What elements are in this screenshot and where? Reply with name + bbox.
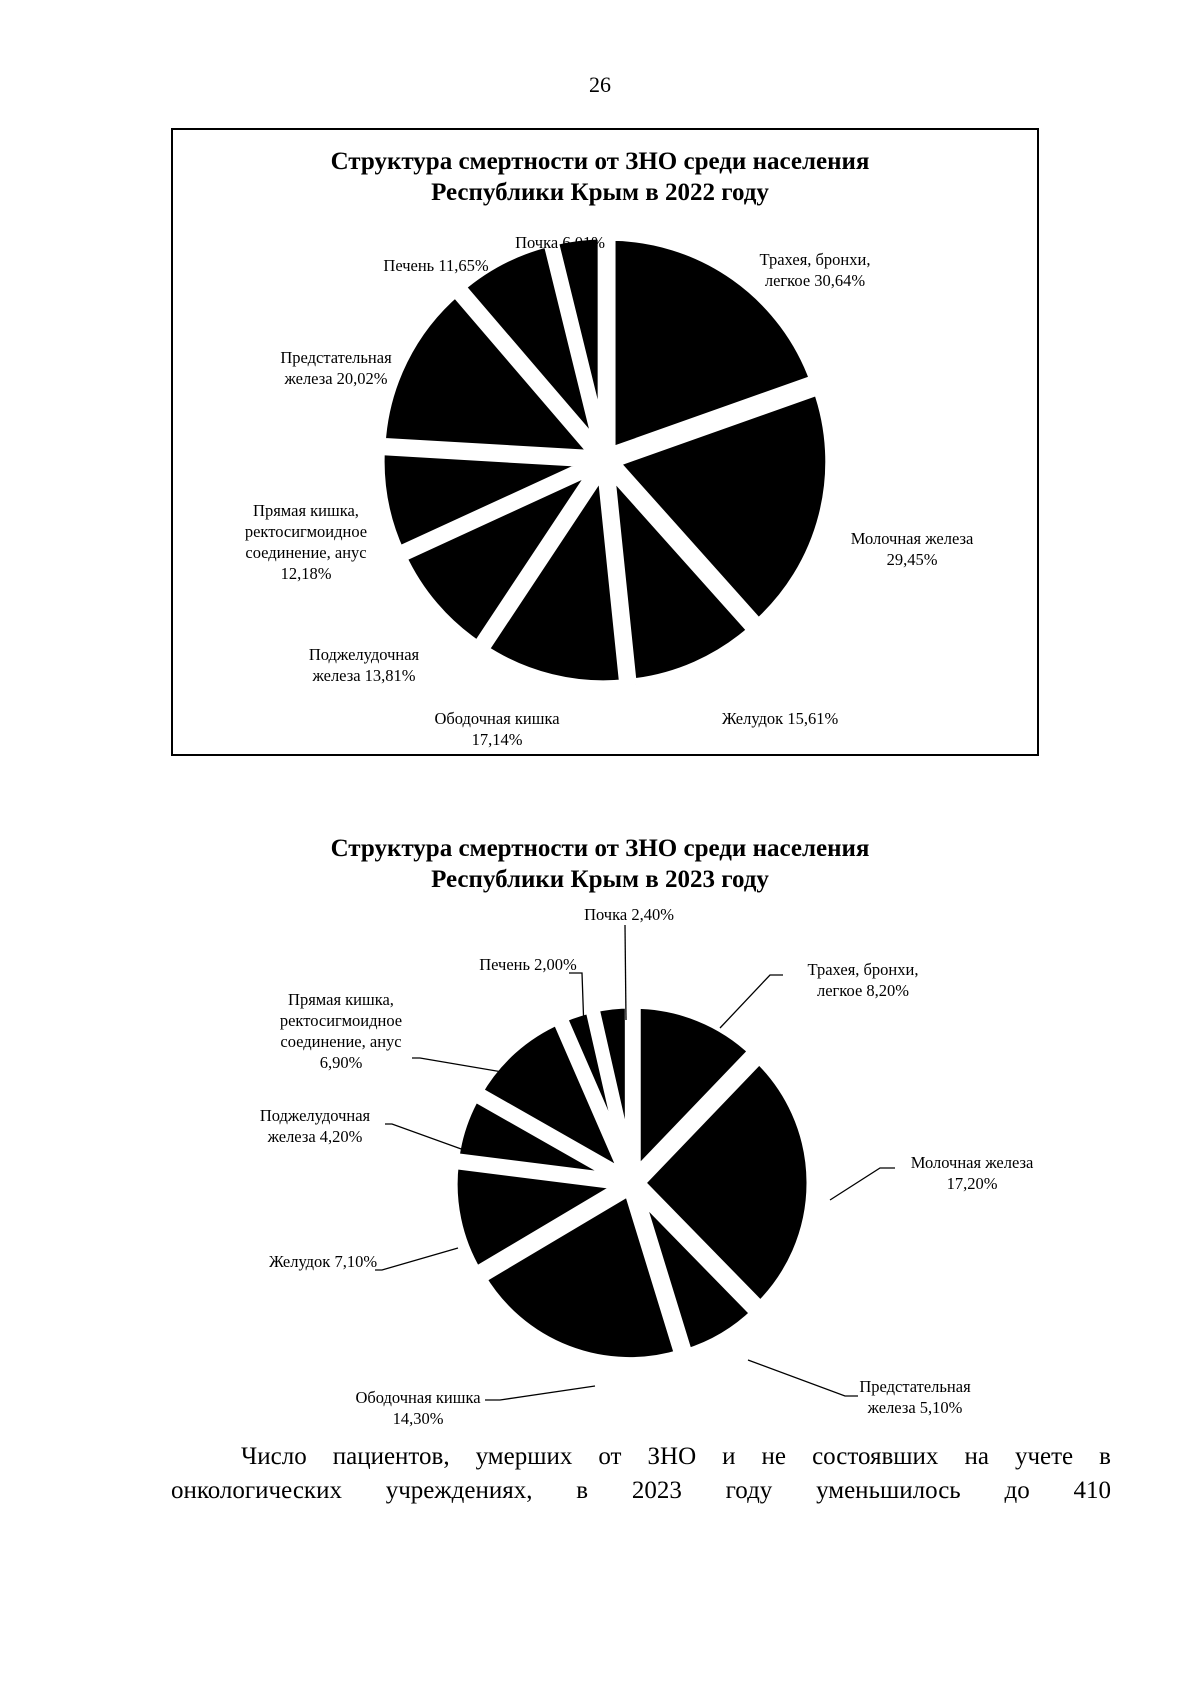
data-label-line: Ободочная кишка [355, 1388, 481, 1407]
leader-line [485, 1386, 595, 1400]
data-label-line: Молочная железа [910, 1153, 1034, 1172]
data-label-line: Молочная железа [850, 529, 974, 548]
data-label-line: Ободочная кишка [434, 709, 560, 728]
data-label-line: 14,30% [392, 1409, 444, 1428]
leader-line [375, 1248, 458, 1270]
data-label-молочная-железа [830, 1153, 1034, 1200]
paragraph-line-1: Число пациентов, умерших от ЗНО и не состоявших на учете в [241, 1443, 1111, 1470]
data-label-line: Желудок 7,10% [268, 1252, 378, 1271]
chart-2022-title-line-1: Структура смертности от ЗНО среди населения [330, 148, 870, 175]
data-label-line: Прямая кишка, [253, 501, 359, 520]
data-label-поджелудочная-железа [260, 1106, 464, 1150]
data-label-line: соединение, анус [245, 543, 367, 562]
data-label-line: 17,20% [946, 1174, 998, 1193]
leader-line [830, 1168, 895, 1200]
page-number: 26 [589, 72, 611, 97]
data-label-line: Печень 11,65% [383, 256, 489, 275]
data-label-line: железа 13,81% [312, 666, 416, 685]
data-label-line: Трахея, бронхи, [807, 960, 919, 979]
body-paragraph [171, 1440, 1111, 1508]
data-label-line: Почка 2,40% [584, 905, 674, 924]
data-label-line: Печень 2,00% [479, 955, 577, 974]
data-label-line: ректосигмоидное [279, 1011, 403, 1030]
data-label-line: соединение, анус [280, 1032, 402, 1051]
data-label-line: Поджелудочная [308, 645, 420, 664]
chart-2023-title-line-1: Структура смертности от ЗНО среди населения [330, 835, 870, 862]
data-label-line: железа 20,02% [284, 369, 388, 388]
data-label-line: легкое 30,64% [764, 271, 866, 290]
data-label-ободочная-кишка [355, 1386, 595, 1428]
data-label-line: Почка 6,01% [515, 233, 605, 252]
data-label-line: 29,45% [886, 550, 938, 569]
data-label-желудок [269, 1248, 458, 1271]
data-label-line: Трахея, бронхи, [759, 250, 871, 269]
data-label-line: легкое 8,20% [816, 981, 910, 1000]
chart-2022-title-line-2: Республики Крым в 2022 году [431, 179, 769, 206]
data-label-предстательная-железа [748, 1360, 971, 1417]
data-label-line: железа 5,10% [867, 1398, 963, 1417]
data-label-line: Предстательная [859, 1377, 971, 1396]
data-label-line: Поджелудочная [259, 1106, 371, 1125]
data-label-трахея-бронхи-легкое [720, 960, 918, 1028]
data-label-line: Предстательная [280, 348, 392, 367]
paragraph-line-2: онкологических учреждениях, в 2023 году уменьшилось до 410 [171, 1477, 1111, 1504]
data-label-line: ректосигмоидное [244, 522, 368, 541]
leader-line [720, 975, 783, 1028]
data-label-line: Желудок 15,61% [721, 709, 839, 728]
leader-line [748, 1360, 858, 1396]
data-label-прямая-кишка-ректосигмоидное-соединение-анус [280, 990, 520, 1075]
chart-2023-title-line-2: Республики Крым в 2023 году [431, 866, 769, 893]
data-label-line: железа 4,20% [267, 1127, 363, 1146]
data-label-line: Прямая кишка, [288, 990, 394, 1009]
data-label-line: 12,18% [280, 564, 332, 583]
data-label-line: 17,14% [471, 730, 523, 749]
data-label-line: 6,90% [319, 1053, 363, 1072]
